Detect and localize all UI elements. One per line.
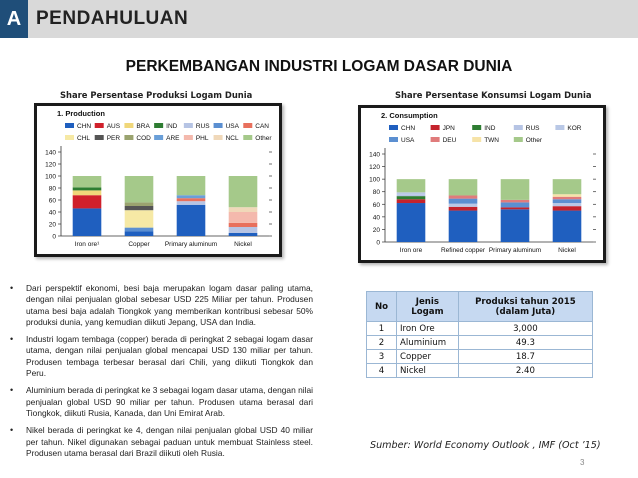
bar-segment-jpn — [449, 207, 478, 211]
bar-segment-deu — [449, 195, 478, 198]
bar-segment-other — [553, 179, 582, 194]
chart-title: 1. Production — [57, 109, 105, 118]
bar-segment-usa — [501, 202, 530, 207]
bar-segment-jpn — [501, 207, 530, 209]
legend-label: RUS — [195, 123, 210, 130]
bar-segment-jpn — [397, 199, 426, 203]
table-cell-no: 1 — [367, 322, 397, 336]
y-tick-label: 100 — [45, 173, 56, 181]
production-chart-svg — [37, 106, 279, 254]
legend-label: CHL — [77, 135, 91, 142]
bullet-list — [8, 283, 313, 465]
consumption-chart — [358, 105, 606, 263]
legend-swatch — [65, 123, 74, 128]
header-bar — [0, 0, 638, 38]
production-chart — [34, 103, 282, 257]
consumption-chart-svg — [361, 108, 603, 260]
table-row — [367, 350, 593, 364]
legend-label: Other — [255, 135, 272, 142]
legend-label: COD — [136, 135, 151, 142]
bar-segment-bra — [73, 190, 102, 195]
source-note: Sumber: World Economy Outlook , IMF (Oct ’15) — [370, 440, 601, 451]
legend-label: PER — [106, 135, 121, 142]
y-tick-label: 20 — [372, 226, 380, 234]
legend-swatch — [154, 135, 163, 140]
bar-segment-other — [73, 176, 102, 187]
bar-segment-chn — [177, 205, 206, 236]
table-header-production: Produksi tahun 2015 (dalam Juta) — [458, 292, 592, 322]
legend-swatch — [124, 135, 133, 140]
bar-segment-deu — [553, 197, 582, 200]
bar-segment-chn — [125, 231, 154, 236]
bar-segment-other — [177, 176, 206, 195]
legend-swatch — [65, 135, 74, 140]
legend-swatch — [124, 123, 133, 128]
bar-segment-kor — [397, 192, 426, 194]
bar-segment-aus — [73, 195, 102, 208]
bar-segment-other — [125, 176, 154, 202]
legend-label: IND — [166, 123, 178, 130]
x-tick-label: Primary aluminum — [488, 247, 542, 254]
chart-title: 2. Consumption — [381, 111, 438, 120]
bar-segment-other — [229, 176, 258, 207]
legend-label: CHN — [77, 123, 92, 130]
bar-segment-can — [229, 223, 258, 227]
bar-segment-other — [501, 179, 530, 200]
production-chart-caption: Share Persentase Produksi Logam Dunia — [60, 90, 253, 100]
y-tick-label: 120 — [45, 161, 56, 169]
legend-label: KOR — [567, 125, 582, 132]
legend-label: CHN — [401, 125, 416, 132]
section-title: PENDAHULUAN — [36, 8, 189, 29]
bar-segment-kor — [449, 204, 478, 207]
y-tick-label: 120 — [369, 164, 380, 172]
legend-swatch — [184, 135, 193, 140]
x-tick-label: Iron ore¹ — [74, 241, 100, 248]
table-row — [367, 336, 593, 350]
legend-swatch — [555, 125, 564, 130]
legend-label: IND — [484, 125, 496, 132]
table-cell-production: 49.3 — [458, 336, 592, 350]
bar-segment-chn — [397, 203, 426, 242]
consumption-chart-caption: Share Persentase Konsumsi Logam Dunia — [395, 90, 592, 100]
slide-title: PERKEMBANGAN INDUSTRI LOGAM DASAR DUNIA — [125, 58, 513, 75]
bar-segment-ind — [397, 196, 426, 199]
section-badge: A — [0, 0, 28, 38]
bar-segment-rus — [229, 227, 258, 233]
legend-label: CAN — [255, 123, 270, 130]
legend-label: JPN — [442, 125, 455, 132]
legend-label: BRA — [136, 123, 150, 130]
legend-swatch — [154, 123, 163, 128]
legend-label: ARE — [166, 135, 180, 142]
bar-segment-ind — [73, 187, 102, 190]
bar-segment-cod — [125, 202, 154, 206]
legend-swatch — [472, 137, 481, 142]
x-tick-label: Copper — [128, 241, 150, 248]
table-cell-production: 2.40 — [458, 364, 592, 378]
table-header-metal: Jenis Logam — [397, 292, 459, 322]
x-tick-label: Iron ore — [399, 247, 423, 254]
bar-segment-deu — [501, 200, 530, 203]
legend-label: NCL — [225, 135, 239, 142]
bar-segment-jpn — [553, 206, 582, 210]
legend-label: AUS — [106, 123, 121, 130]
x-tick-label: Refined copper — [440, 247, 486, 254]
table-cell-production: 18.7 — [458, 350, 592, 364]
bullet-item: • Nikel berada di peringkat ke 4, dengan nilai penjualan global USD 40 miliar per tahun. Nikel digunakan sebagai paduan untuk membuat Stainless steel. Produsen utama berasal dari Brazil diikuti oleh Rusia. — [8, 425, 313, 459]
bar-segment-chn — [501, 209, 530, 242]
legend-swatch — [389, 125, 398, 130]
legend-label: TWN — [484, 137, 500, 144]
bar-segment-chn — [553, 211, 582, 242]
legend-swatch — [514, 137, 523, 142]
legend-swatch — [431, 125, 440, 130]
legend-label: Other — [525, 137, 543, 144]
bar-segment-usa — [449, 199, 478, 204]
y-tick-label: 60 — [48, 197, 56, 205]
x-tick-label: Primary aluminum — [164, 241, 218, 248]
y-tick-label: 140 — [45, 149, 56, 157]
table-header-no: No — [367, 292, 397, 322]
legend-swatch — [514, 125, 523, 130]
production-table — [366, 291, 593, 378]
table-header-row — [367, 292, 593, 322]
table-cell-metal: Copper — [397, 350, 459, 364]
bar-segment-ncl — [229, 207, 258, 212]
bar-segment-other — [397, 179, 426, 192]
table-cell-production: 3,000 — [458, 322, 592, 336]
legend-swatch — [431, 137, 440, 142]
legend-swatch — [184, 123, 193, 128]
y-tick-label: 0 — [376, 239, 380, 247]
table-cell-no: 2 — [367, 336, 397, 350]
bar-segment-usa — [125, 228, 154, 232]
bullet-item: • Dari perspektif ekonomi, besi baja merupakan logam dasar paling utama, dengan nilai penjualan global sebesar USD 225 Miliar per tahun. Produsen utama besi baja adalah Tiongkok yang memberikan kontribusi sebesar 50% produksi dunia, yang kemudian diikuti Jepang, USA dan India. — [8, 283, 313, 328]
bar-segment-are — [177, 195, 206, 198]
bullet-item: • Aluminium berada di peringkat ke 3 sebagai logam dasar utama, dengan nilai penjualan global USD 90 miliar per tahun. Produsen utama berasal dari Tiongkok, diikuti Rusia, Kanada, dan Uni Emirat Arab. — [8, 385, 313, 419]
page-number: 3 — [580, 458, 585, 467]
bar-segment-chn — [449, 211, 478, 242]
y-tick-label: 100 — [369, 176, 380, 184]
bullet-item: • Industri logam tembaga (copper) berada di peringkat 2 sebagai logam dasar utama, dengan nilai penjualan global mencapai USD 130 miliar per tahun. Produsen tembaga terbesar berasal dari Chili, yang diikuti Tiongkok dan Peru. — [8, 334, 313, 379]
bar-segment-chn — [73, 208, 102, 236]
legend-label: USA — [225, 123, 239, 130]
y-tick-label: 0 — [52, 233, 56, 241]
y-tick-label: 140 — [369, 151, 380, 159]
y-tick-label: 40 — [372, 214, 380, 222]
legend-swatch — [243, 135, 252, 140]
y-tick-label: 40 — [48, 209, 56, 217]
bar-segment-chn — [229, 233, 258, 236]
table-row — [367, 364, 593, 378]
legend-swatch — [243, 123, 252, 128]
bar-segment-other — [449, 179, 478, 195]
bar-segment-rus — [177, 201, 206, 205]
bar-segment-can — [177, 198, 206, 201]
legend-swatch — [95, 135, 104, 140]
bar-segment-rus — [397, 194, 426, 196]
y-tick-label: 80 — [372, 189, 380, 197]
bar-segment-twn — [553, 194, 582, 197]
legend-swatch — [95, 123, 104, 128]
legend-label: RUS — [525, 125, 540, 132]
y-tick-label: 60 — [372, 201, 380, 209]
bar-segment-per — [125, 206, 154, 210]
legend-label: USA — [401, 137, 415, 144]
table-cell-metal: Iron Ore — [397, 322, 459, 336]
table-cell-metal: Aluminium — [397, 336, 459, 350]
bar-segment-kor — [553, 203, 582, 206]
table-cell-metal: Nickel — [397, 364, 459, 378]
x-tick-label: Nickel — [558, 247, 576, 254]
y-tick-label: 20 — [48, 221, 56, 229]
legend-swatch — [214, 135, 223, 140]
bar-segment-chl — [125, 210, 154, 227]
y-tick-label: 80 — [48, 185, 56, 193]
legend-swatch — [214, 123, 223, 128]
bar-segment-usa — [553, 199, 582, 203]
legend-swatch — [472, 125, 481, 130]
legend-label: DEU — [442, 137, 457, 144]
x-tick-label: Nickel — [234, 241, 252, 248]
legend-swatch — [389, 137, 398, 142]
table-cell-no: 3 — [367, 350, 397, 364]
table-row — [367, 322, 593, 336]
legend-label: PHL — [195, 135, 209, 142]
table-cell-no: 4 — [367, 364, 397, 378]
bar-segment-phl — [229, 212, 258, 223]
